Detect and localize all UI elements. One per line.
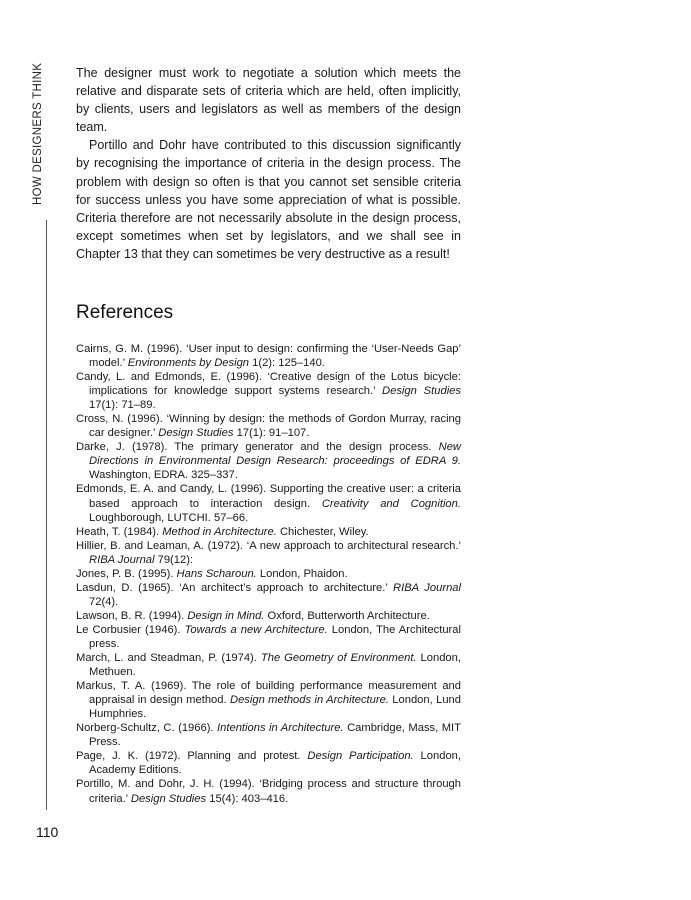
reference-item bbox=[76, 581, 461, 609]
reference-title: Hans Scharoun. bbox=[176, 567, 257, 580]
reference-title: Design Studies bbox=[130, 792, 207, 805]
reference-item bbox=[76, 623, 461, 651]
reference-details: London, Lund Humphries. bbox=[89, 694, 461, 721]
reference-text: Markus, T. A. (1969). The role of building performance measurement and appraisal in design method. bbox=[76, 680, 461, 707]
reference-item bbox=[76, 651, 461, 679]
reference-item bbox=[76, 749, 461, 777]
reference-text: March, L. and Steadman, P. (1974). bbox=[76, 652, 261, 665]
reference-item bbox=[76, 412, 461, 440]
reference-text: Hillier, B. and Leaman, A. (1972). ‘A new approach to architectural research.’ bbox=[76, 539, 461, 552]
reference-item bbox=[76, 777, 461, 805]
reference-details: London, Phaidon. bbox=[256, 567, 348, 580]
reference-details: Cambridge, Mass, MIT Press. bbox=[89, 722, 461, 749]
references-heading: References bbox=[76, 302, 174, 323]
reference-item bbox=[76, 539, 461, 567]
reference-details: 17(1): 91–107. bbox=[233, 427, 310, 440]
reference-item bbox=[76, 525, 461, 539]
reference-title: Design Studies bbox=[382, 385, 462, 398]
reference-details: 72(4). bbox=[89, 595, 119, 608]
side-rule bbox=[46, 220, 47, 810]
reference-details: London, The Architectural press. bbox=[89, 623, 461, 650]
reference-title: Method in Architecture. bbox=[162, 525, 277, 538]
reference-title: Design Studies bbox=[158, 427, 234, 440]
reference-text: Edmonds, E. A. and Candy, L. (1996). Supporting the creative user: a criteria based approach to interaction design. bbox=[76, 483, 461, 510]
paragraph: The designer must work to negotiate a solution which meets the relative and disparate sets of criteria which are held, often implicitly, by clients, users and legislators as well as members of the design team. bbox=[76, 66, 461, 135]
references-list bbox=[76, 342, 461, 806]
reference-title: RIBA Journal bbox=[393, 581, 462, 594]
reference-details: 17(1): 71–89. bbox=[89, 399, 156, 412]
reference-text: Le Corbusier (1946). bbox=[76, 623, 185, 636]
reference-item bbox=[76, 721, 461, 749]
reference-title: Towards a new Architecture. bbox=[184, 623, 328, 636]
reference-text: Page, J. K. (1972). Planning and protest. bbox=[76, 750, 308, 763]
reference-text: Cairns, G. M. (1996). ‘User input to design: confirming the ‘User-Needs Gap’ model.’ bbox=[76, 343, 461, 370]
reference-item bbox=[76, 609, 461, 623]
reference-text: Darke, J. (1978). The primary generator and the design process. bbox=[76, 441, 439, 454]
reference-title: Intentions in Architecture. bbox=[217, 722, 344, 735]
reference-title: Design Participation. bbox=[307, 750, 414, 763]
body-text bbox=[76, 64, 461, 263]
reference-title: Design methods in Architecture. bbox=[229, 694, 389, 707]
reference-details: Loughborough, LUTCHI. 57–66. bbox=[89, 511, 249, 524]
reference-text: Jones, P. B. (1995). bbox=[76, 567, 177, 580]
reference-text: Norberg-Schultz, C. (1966). bbox=[76, 722, 218, 735]
reference-details: London, Methuen. bbox=[89, 652, 461, 679]
running-head: HOW DESIGNERS THINK bbox=[32, 62, 44, 205]
reference-text: Cross, N. (1996). ‘Winning by design: the methods of Gordon Murray, racing car designer.’ bbox=[76, 413, 461, 440]
reference-details: Chichester, Wiley. bbox=[276, 525, 369, 538]
reference-item bbox=[76, 342, 461, 370]
reference-title: New Directions in Environmental Design Research: proceedings of EDRA 9. bbox=[89, 441, 461, 468]
reference-text: Heath, T. (1984). bbox=[76, 525, 163, 538]
reference-details: Oxford, Butterworth Architecture. bbox=[264, 609, 430, 622]
reference-text: Candy, L. and Edmonds, E. (1996). ‘Creative design of the Lotus bicycle: implications for knowledge support systems research.’ bbox=[76, 371, 461, 398]
reference-details: 1(2): 125–140. bbox=[249, 357, 325, 370]
reference-title: RIBA Journal bbox=[89, 553, 155, 566]
reference-text: Portillo, M. and Dohr, J. H. (1994). ‘Bridging process and structure through criteria.’ bbox=[76, 778, 461, 805]
reference-details: Washington, EDRA. 325–337. bbox=[89, 469, 238, 482]
reference-text: Lawson, B. R. (1994). bbox=[76, 609, 188, 622]
reference-item bbox=[76, 567, 461, 581]
reference-details: 15(4): 403–416. bbox=[206, 792, 289, 805]
paragraph: Portillo and Dohr have contributed to this discussion significantly by recognising the importance of criteria in the design process. The problem with design so often is that you cannot set sensible criteria for success unless you have some appreciation of what is possible. Criteria therefore are not necessarily absolute in the design process, except sometimes when set by legislators, and we shall see in Chapter 13 that they can sometimes be very destructive as a result! bbox=[76, 138, 461, 261]
reference-item bbox=[76, 370, 461, 412]
page-number: 110 bbox=[36, 824, 59, 840]
reference-details: 79(12): bbox=[154, 553, 194, 566]
reference-title: Creativity and Cognition. bbox=[321, 497, 461, 510]
reference-item bbox=[76, 679, 461, 721]
reference-details: London, Academy Editions. bbox=[89, 750, 461, 777]
reference-title: Environments by Design bbox=[127, 357, 250, 370]
reference-item bbox=[76, 440, 461, 482]
reference-title: The Geometry of Environment. bbox=[260, 652, 417, 665]
reference-item bbox=[76, 482, 461, 524]
reference-title: Design in Mind. bbox=[187, 609, 265, 622]
reference-text: Lasdun, D. (1965). ‘An architect’s approach to architecture.’ bbox=[76, 581, 394, 594]
